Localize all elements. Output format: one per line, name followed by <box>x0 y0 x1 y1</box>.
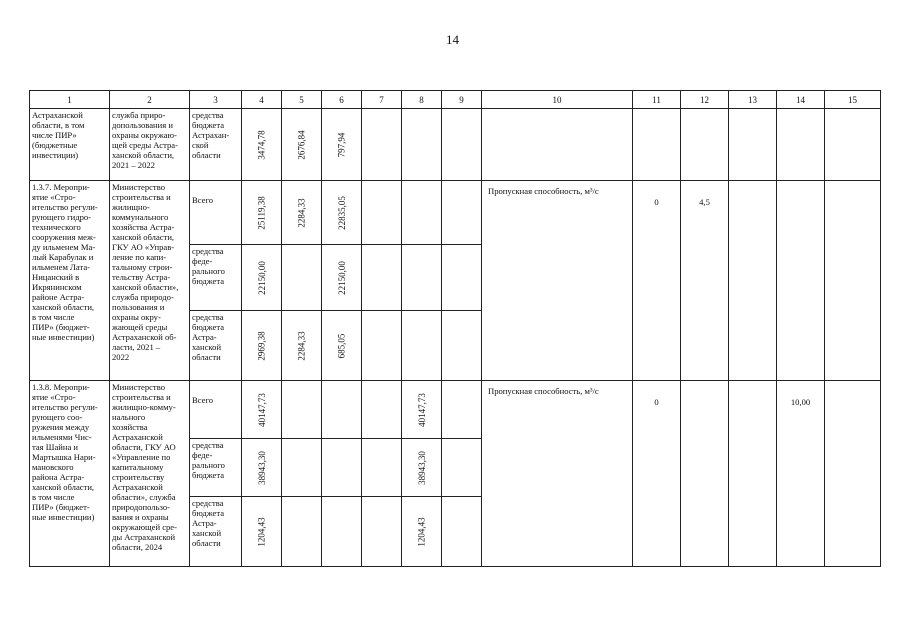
measure-cell: 1.3.8. Меропри- ятие «Стро- ительство регули- рующего соо- ружения между ильменями Чис- тая Шайна и Мартышка Нари- мановского района Астра- ханской области, в том числе ПИР» (бюджет- ные инвестиции) <box>30 381 110 567</box>
source-cell: Всего <box>190 381 242 439</box>
indicator-base-cell: 0 <box>633 181 681 381</box>
source-cell: средства феде- рального бюджета <box>190 245 242 311</box>
col-header-13: 13 <box>729 91 777 109</box>
indicator-target-cell: 10,00 <box>777 381 825 567</box>
col-header-15: 15 <box>825 91 881 109</box>
value-cell: 38943,30 <box>416 450 427 485</box>
col-header-3: 3 <box>190 91 242 109</box>
header-row <box>30 91 881 109</box>
value-cell: 1204,43 <box>256 516 267 547</box>
col-header-9: 9 <box>442 91 482 109</box>
measure-cell: 1.3.7. Меропри- ятие «Стро- ительство регули- рующего гидро- технического сооружения меж- ду ильменем Ма- лый Карабулак и ильменем Лата- Ницанский в Икрянинском районе Астра- ханской области, в том числе ПИР» (бюджет- ные инвестиции) <box>30 181 110 381</box>
source-cell: средства феде- рального бюджета <box>190 439 242 497</box>
value-cell: 22150,00 <box>256 260 267 295</box>
source-cell: Всего <box>190 181 242 245</box>
table-row <box>30 181 881 245</box>
value-cell: 22835,05 <box>336 195 347 230</box>
value-cell: 685,05 <box>336 333 347 358</box>
col-header-14: 14 <box>777 91 825 109</box>
value-cell: 22150,00 <box>336 260 347 295</box>
value-cell: 38943,30 <box>256 450 267 485</box>
table-row <box>30 381 881 439</box>
col-header-2: 2 <box>110 91 190 109</box>
col-header-4: 4 <box>242 91 282 109</box>
indicator-cell: Пропускная способность, м³/с <box>482 181 633 381</box>
value-cell: 797,94 <box>336 132 347 157</box>
indicator-base-cell: 0 <box>633 381 681 567</box>
budget-table <box>29 90 881 567</box>
col-header-7: 7 <box>362 91 402 109</box>
col-header-5: 5 <box>282 91 322 109</box>
col-header-1: 1 <box>30 91 110 109</box>
col-header-11: 11 <box>633 91 681 109</box>
value-cell: 1204,43 <box>416 516 427 547</box>
table-row <box>30 109 881 181</box>
value-cell: 40147,73 <box>416 392 427 427</box>
page-number: 14 <box>446 32 459 47</box>
col-header-12: 12 <box>681 91 729 109</box>
source-cell: средства бюджета Астра- ханской области <box>190 311 242 381</box>
value-cell: 2284,33 <box>296 330 307 361</box>
value-cell: 3474,78 <box>256 129 267 160</box>
value-cell: 2676,84 <box>296 129 307 160</box>
indicator-cell: Пропускная способность, м³/с <box>482 381 633 567</box>
col-header-8: 8 <box>402 91 442 109</box>
col-header-10: 10 <box>482 91 633 109</box>
value-cell: 2284,33 <box>296 197 307 228</box>
col-header-6: 6 <box>322 91 362 109</box>
executor-cell: Министерство строительства и жилищно-комму- нального хозяйства Астраханской области, ГКУ АО «Управление по капитальному строительству Астраханской области», служба природопользо- вания и охраны окружающей сре- ды Астраханской области, 2024 <box>110 381 190 567</box>
executor-cell: служба приро- допользования и охраны окружаю- щей среды Астра- ханской области, 2021 – 2022 <box>110 109 190 181</box>
indicator-target-cell: 4,5 <box>681 181 729 381</box>
value-cell: 2969,38 <box>256 330 267 361</box>
source-cell: средства бюджета Астрахан- ской области <box>190 109 242 181</box>
measure-cell: Астраханской области, в том числе ПИР» (бюджетные инвестиции) <box>30 109 110 181</box>
executor-cell: Министерство строительства и жилищно- коммунального хозяйства Астра- ханской области, ГКУ АО «Управ- ление по капи- тальному строи- тельству Астра- ханской области», служба природо- пользования и охраны окру- жающей среды Астраханской об- ласти, 2021 – 2022 <box>110 181 190 381</box>
value-cell: 25119,38 <box>256 195 267 230</box>
value-cell: 40147,73 <box>256 392 267 427</box>
source-cell: средства бюджета Астра- ханской области <box>190 497 242 567</box>
